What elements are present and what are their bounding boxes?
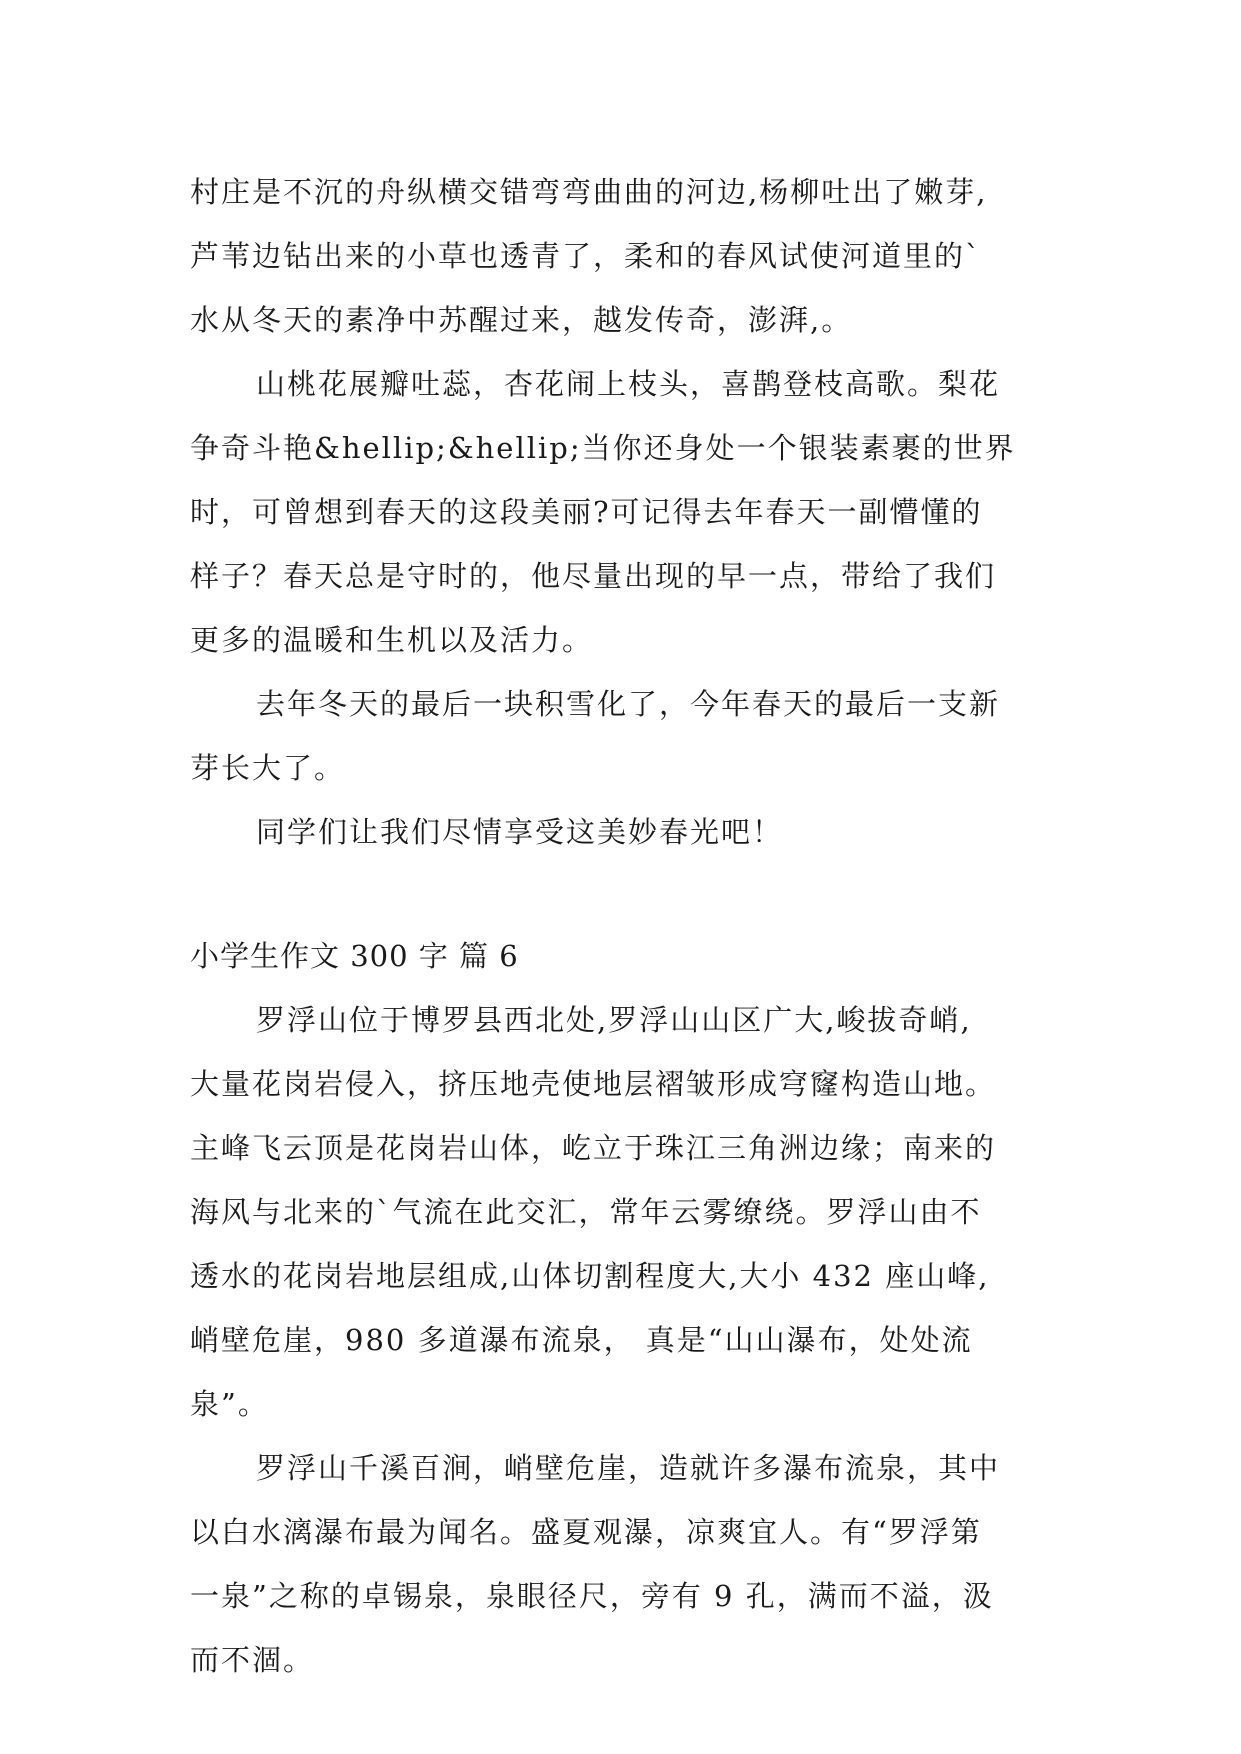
section-heading: 小学生作文 300 字 篇 6 bbox=[190, 939, 519, 973]
text-line: 水从冬天的素净中苏醒过来，越发传奇，澎湃,。 bbox=[190, 303, 853, 337]
text-line: 样子？春天总是守时的，他尽量出现的早一点，带给了我们 bbox=[190, 559, 997, 593]
text-line: 主峰飞云顶是花岗岩山体，屹立于珠江三角洲边缘；南来的 bbox=[190, 1131, 997, 1165]
text-line: 同学们让我们尽情享受这美妙春光吧！ bbox=[256, 815, 784, 849]
text-line: 更多的温暖和生机以及活力。 bbox=[190, 623, 594, 657]
document-body bbox=[190, 160, 1050, 1692]
paragraph bbox=[190, 988, 1050, 1436]
text-line: 芽长大了。 bbox=[190, 751, 346, 785]
text-line: 去年冬天的最后一块积雪化了，今年春天的最后一支新 bbox=[256, 687, 1001, 721]
text-line: 以白水漓瀑布最为闻名。盛夏观瀑，凉爽宜人。有“罗浮第 bbox=[190, 1515, 982, 1549]
text-line: 峭壁危崖，980 多道瀑布流泉， 真是“山山瀑布，处处流 bbox=[190, 1323, 973, 1357]
text-line: 罗浮山千溪百涧，峭壁危崖，造就许多瀑布流泉，其中 bbox=[256, 1451, 1001, 1485]
text-line: 山桃花展瓣吐蕊，杏花闹上枝头，喜鹊登枝高歌。梨花 bbox=[256, 367, 1001, 401]
paragraph bbox=[190, 672, 1050, 800]
text-line: 争奇斗艳&hellip;&hellip;当你还身处一个银装素裹的世界 bbox=[190, 431, 1016, 465]
text-line: 一泉”之称的卓锡泉，泉眼径尺，旁有 9 孔，满而不溢，汲 bbox=[190, 1579, 994, 1613]
paragraph bbox=[190, 160, 1050, 352]
section-essay-6 bbox=[190, 924, 1050, 1692]
paragraph bbox=[190, 1436, 1050, 1692]
section-spring-essay bbox=[190, 160, 1050, 864]
text-line: 海风与北来的`气流在此交汇，常年云雾缭绕。罗浮山由不 bbox=[190, 1195, 982, 1229]
text-line: 罗浮山位于博罗县西北处,罗浮山山区广大,峻拔奇峭, bbox=[256, 1003, 972, 1037]
paragraph bbox=[190, 352, 1050, 672]
text-line: 透水的花岗岩地层组成,山体切割程度大,大小 432 座山峰, bbox=[190, 1259, 990, 1293]
text-line: 村庄是不沉的舟纵横交错弯弯曲曲的河边,杨柳吐出了嫩芽, bbox=[190, 175, 988, 209]
text-line: 大量花岗岩侵入，挤压地壳使地层褶皱形成穹窿构造山地。 bbox=[190, 1067, 997, 1101]
text-line: 时，可曾想到春天的这段美丽?可记得去年春天一副懵懂的 bbox=[190, 495, 983, 529]
paragraph bbox=[190, 800, 1050, 864]
text-line: 泉”。 bbox=[190, 1387, 269, 1421]
section-gap bbox=[190, 864, 1050, 924]
text-line: 而不涸。 bbox=[190, 1643, 315, 1677]
text-line: 芦苇边钻出来的小草也透青了，柔和的春风试使河道里的` bbox=[190, 239, 982, 273]
